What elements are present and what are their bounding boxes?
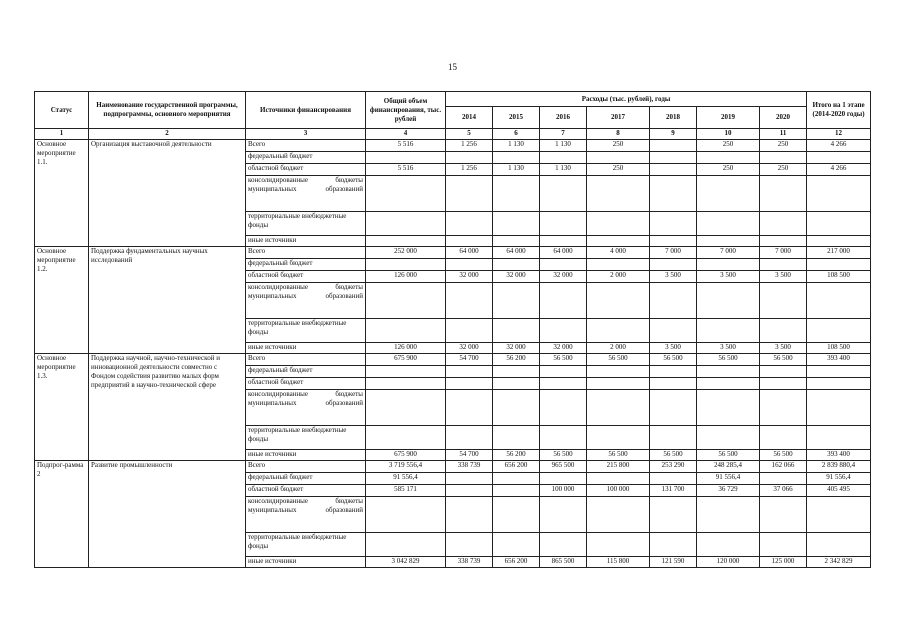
value-cell (366, 319, 446, 343)
source-cell: иные источники (246, 343, 366, 354)
value-cell: 3 500 (760, 271, 807, 283)
source-cell: областной бюджет (246, 271, 366, 283)
table-body (35, 129, 871, 568)
value-cell (540, 212, 587, 236)
value-cell (807, 283, 871, 319)
value-cell (493, 259, 540, 271)
value-cell (540, 152, 587, 164)
value-cell: 248 285,4 (697, 461, 760, 473)
value-cell: 2 000 (587, 271, 650, 283)
value-cell (540, 533, 587, 557)
value-cell: 56 500 (760, 450, 807, 461)
value-cell (650, 212, 697, 236)
value-cell: 91 556,4 (807, 473, 871, 485)
value-cell: 1 130 (493, 164, 540, 176)
value-cell (540, 497, 587, 533)
header-year: 2017 (587, 107, 650, 129)
value-cell: 115 800 (587, 557, 650, 568)
value-cell (650, 473, 697, 485)
value-cell (760, 366, 807, 378)
value-cell: 2 839 880,4 (807, 461, 871, 473)
source-cell: территориальные внебюджетные фонды (246, 319, 366, 343)
value-cell (587, 533, 650, 557)
source-cell: консолидированные бюджеты муниципальных образований (246, 390, 366, 426)
value-cell: 2 000 (587, 343, 650, 354)
value-cell (493, 473, 540, 485)
value-cell: 3 500 (697, 343, 760, 354)
value-cell (493, 366, 540, 378)
value-cell: 393 400 (807, 354, 871, 366)
value-cell (760, 319, 807, 343)
value-cell (446, 212, 493, 236)
value-cell (493, 485, 540, 497)
value-cell (697, 426, 760, 450)
value-cell: 120 000 (697, 557, 760, 568)
column-number: 6 (493, 129, 540, 140)
table-row (35, 354, 871, 366)
value-cell: 405 495 (807, 485, 871, 497)
value-cell (650, 176, 697, 212)
value-cell: 250 (587, 164, 650, 176)
value-cell: 54 700 (446, 354, 493, 366)
value-cell (697, 533, 760, 557)
value-cell: 100 000 (587, 485, 650, 497)
value-cell (587, 497, 650, 533)
value-cell (540, 176, 587, 212)
value-cell (540, 283, 587, 319)
header-status: Статус (35, 92, 89, 129)
value-cell: 1 130 (540, 140, 587, 152)
value-cell (446, 473, 493, 485)
value-cell: 656 200 (493, 461, 540, 473)
value-cell: 585 171 (366, 485, 446, 497)
value-cell: 5 516 (366, 164, 446, 176)
value-cell (446, 485, 493, 497)
value-cell: 5 516 (366, 140, 446, 152)
value-cell (446, 366, 493, 378)
value-cell: 2 342 829 (807, 557, 871, 568)
column-number: 2 (89, 129, 246, 140)
value-cell (807, 236, 871, 247)
value-cell (540, 319, 587, 343)
value-cell (493, 212, 540, 236)
value-cell (650, 378, 697, 390)
value-cell (366, 366, 446, 378)
value-cell: 32 000 (540, 343, 587, 354)
value-cell: 393 400 (807, 450, 871, 461)
value-cell: 108 500 (807, 271, 871, 283)
program-name-cell: Организация выставочной деятельности (89, 140, 246, 247)
value-cell: 253 290 (650, 461, 697, 473)
column-number: 1 (35, 129, 89, 140)
value-cell: 56 500 (760, 354, 807, 366)
value-cell (807, 319, 871, 343)
value-cell (760, 283, 807, 319)
value-cell: 56 500 (697, 354, 760, 366)
value-cell (446, 426, 493, 450)
value-cell: 56 500 (650, 354, 697, 366)
value-cell (587, 390, 650, 426)
value-cell (760, 378, 807, 390)
value-cell: 100 000 (540, 485, 587, 497)
value-cell: 1 256 (446, 140, 493, 152)
value-cell (760, 497, 807, 533)
value-cell (493, 390, 540, 426)
financing-table (34, 91, 871, 568)
value-cell (697, 152, 760, 164)
source-cell: территориальные внебюджетные фонды (246, 212, 366, 236)
source-cell: территориальные внебюджетные фонды (246, 426, 366, 450)
value-cell (366, 426, 446, 450)
column-number: 9 (650, 129, 697, 140)
value-cell (650, 164, 697, 176)
source-cell: консолидированные бюджеты муниципальных образований (246, 283, 366, 319)
value-cell (366, 497, 446, 533)
column-number: 4 (366, 129, 446, 140)
value-cell (366, 152, 446, 164)
value-cell (650, 426, 697, 450)
value-cell: 126 000 (366, 271, 446, 283)
source-cell: иные источники (246, 557, 366, 568)
value-cell (366, 212, 446, 236)
value-cell: 865 500 (540, 557, 587, 568)
header-year: 2018 (650, 107, 697, 129)
value-cell: 7 000 (650, 247, 697, 259)
value-cell (697, 259, 760, 271)
value-cell: 56 500 (650, 450, 697, 461)
source-cell: территориальные внебюджетные фонды (246, 533, 366, 557)
header-expenses: Расходы (тыс. рублей), годы (446, 92, 807, 107)
value-cell: 32 000 (493, 271, 540, 283)
value-cell (650, 366, 697, 378)
value-cell (697, 212, 760, 236)
value-cell (493, 426, 540, 450)
value-cell: 3 500 (760, 343, 807, 354)
value-cell (446, 176, 493, 212)
source-cell: областной бюджет (246, 378, 366, 390)
value-cell: 56 500 (587, 354, 650, 366)
value-cell: 56 200 (493, 354, 540, 366)
program-name-cell: Развитие промышленности (89, 461, 246, 568)
value-cell (540, 378, 587, 390)
value-cell: 108 500 (807, 343, 871, 354)
value-cell (587, 176, 650, 212)
status-cell: Подпрог-рамма 2 (35, 461, 89, 568)
value-cell: 7 000 (760, 247, 807, 259)
value-cell (807, 176, 871, 212)
header-total: Общий объем финансирования, тыс. рублей (366, 92, 446, 129)
value-cell: 656 200 (493, 557, 540, 568)
value-cell (760, 473, 807, 485)
header-sources: Источники финансирования (246, 92, 366, 129)
source-cell: Всего (246, 461, 366, 473)
value-cell: 56 500 (540, 354, 587, 366)
source-cell: федеральный бюджет (246, 473, 366, 485)
value-cell: 3 500 (697, 271, 760, 283)
value-cell (760, 390, 807, 426)
value-cell (697, 366, 760, 378)
value-cell (587, 366, 650, 378)
value-cell (446, 390, 493, 426)
value-cell (697, 236, 760, 247)
source-cell: консолидированные бюджеты муниципальных образований (246, 176, 366, 212)
value-cell (650, 283, 697, 319)
value-cell (540, 473, 587, 485)
value-cell (587, 259, 650, 271)
value-cell (760, 236, 807, 247)
value-cell (760, 212, 807, 236)
value-cell: 54 700 (446, 450, 493, 461)
value-cell (587, 319, 650, 343)
source-cell: федеральный бюджет (246, 152, 366, 164)
value-cell: 162 066 (760, 461, 807, 473)
value-cell (807, 152, 871, 164)
value-cell (807, 366, 871, 378)
column-number: 11 (760, 129, 807, 140)
value-cell (446, 319, 493, 343)
value-cell (807, 212, 871, 236)
header-stage-total: Итого на 1 этапе (2014-2020 годы) (807, 92, 871, 129)
header-program: Наименование государственной программы, подпрограммы, основного мероприятия (89, 92, 246, 129)
value-cell: 121 590 (650, 557, 697, 568)
value-cell: 250 (697, 164, 760, 176)
source-cell: Всего (246, 140, 366, 152)
value-cell (587, 152, 650, 164)
value-cell (697, 390, 760, 426)
program-name-cell: Поддержка научной, научно-технической и инновационной деятельности совместно с Фондом содействия развитию малых форм предприятий в научно-технической сфере (89, 354, 246, 461)
value-cell (446, 533, 493, 557)
header-year: 2019 (697, 107, 760, 129)
value-cell (493, 283, 540, 319)
value-cell (587, 283, 650, 319)
value-cell: 37 066 (760, 485, 807, 497)
value-cell (760, 152, 807, 164)
value-cell: 32 000 (446, 343, 493, 354)
value-cell (650, 533, 697, 557)
value-cell (366, 283, 446, 319)
value-cell (493, 533, 540, 557)
value-cell (807, 426, 871, 450)
table-row (35, 140, 871, 152)
value-cell: 64 000 (446, 247, 493, 259)
value-cell: 125 000 (760, 557, 807, 568)
value-cell (540, 390, 587, 426)
value-cell (446, 259, 493, 271)
value-cell: 4 266 (807, 140, 871, 152)
value-cell (540, 236, 587, 247)
value-cell (446, 378, 493, 390)
value-cell (493, 152, 540, 164)
value-cell: 3 500 (650, 343, 697, 354)
value-cell (697, 319, 760, 343)
value-cell (807, 378, 871, 390)
value-cell: 250 (760, 140, 807, 152)
source-cell: областной бюджет (246, 485, 366, 497)
value-cell (587, 378, 650, 390)
source-cell: Всего (246, 354, 366, 366)
value-cell: 675 900 (366, 450, 446, 461)
value-cell (587, 236, 650, 247)
value-cell (493, 236, 540, 247)
value-cell (366, 176, 446, 212)
header-year: 2016 (540, 107, 587, 129)
value-cell: 56 500 (587, 450, 650, 461)
column-number: 3 (246, 129, 366, 140)
value-cell (697, 378, 760, 390)
value-cell (366, 378, 446, 390)
value-cell: 675 900 (366, 354, 446, 366)
status-cell: Основное мероприятие 1.3. (35, 354, 89, 461)
value-cell (540, 259, 587, 271)
source-cell: консолидированные бюджеты муниципальных образований (246, 497, 366, 533)
value-cell: 4 266 (807, 164, 871, 176)
value-cell: 965 500 (540, 461, 587, 473)
header-year: 2020 (760, 107, 807, 129)
value-cell (446, 236, 493, 247)
value-cell: 7 000 (697, 247, 760, 259)
value-cell: 252 000 (366, 247, 446, 259)
value-cell: 64 000 (493, 247, 540, 259)
value-cell (760, 533, 807, 557)
value-cell (587, 473, 650, 485)
value-cell (366, 236, 446, 247)
column-number-row (35, 129, 871, 140)
table-row (35, 461, 871, 473)
value-cell (540, 366, 587, 378)
value-cell (697, 283, 760, 319)
value-cell: 1 130 (540, 164, 587, 176)
value-cell (650, 390, 697, 426)
value-cell (493, 176, 540, 212)
source-cell: иные источники (246, 450, 366, 461)
value-cell: 250 (760, 164, 807, 176)
value-cell (807, 390, 871, 426)
value-cell (807, 259, 871, 271)
value-cell: 56 200 (493, 450, 540, 461)
value-cell (650, 152, 697, 164)
value-cell (493, 378, 540, 390)
value-cell (446, 283, 493, 319)
value-cell (650, 140, 697, 152)
value-cell: 36 729 (697, 485, 760, 497)
value-cell: 1 256 (446, 164, 493, 176)
value-cell: 32 000 (540, 271, 587, 283)
value-cell (366, 390, 446, 426)
value-cell: 215 800 (587, 461, 650, 473)
value-cell: 56 500 (697, 450, 760, 461)
value-cell (650, 319, 697, 343)
column-number: 12 (807, 129, 871, 140)
value-cell (587, 212, 650, 236)
value-cell: 4 000 (587, 247, 650, 259)
value-cell: 3 719 556,4 (366, 461, 446, 473)
status-cell: Основное мероприятие 1.1. (35, 140, 89, 247)
source-cell: Всего (246, 247, 366, 259)
value-cell (493, 319, 540, 343)
column-number: 5 (446, 129, 493, 140)
column-number: 8 (587, 129, 650, 140)
table-row (35, 247, 871, 259)
value-cell: 338 739 (446, 557, 493, 568)
value-cell: 250 (587, 140, 650, 152)
value-cell (650, 236, 697, 247)
value-cell (697, 176, 760, 212)
value-cell (760, 176, 807, 212)
value-cell: 3 042 829 (366, 557, 446, 568)
value-cell (760, 259, 807, 271)
column-number: 7 (540, 129, 587, 140)
value-cell (807, 533, 871, 557)
value-cell (366, 259, 446, 271)
value-cell: 338 739 (446, 461, 493, 473)
value-cell (650, 259, 697, 271)
value-cell (760, 426, 807, 450)
program-name-cell: Поддержка фундаментальных научных исследований (89, 247, 246, 354)
source-cell: федеральный бюджет (246, 366, 366, 378)
value-cell: 217 000 (807, 247, 871, 259)
page-number: 15 (448, 62, 457, 72)
header-year: 2015 (493, 107, 540, 129)
table-header (35, 92, 871, 129)
value-cell: 32 000 (446, 271, 493, 283)
column-number: 10 (697, 129, 760, 140)
value-cell (493, 497, 540, 533)
source-cell: областной бюджет (246, 164, 366, 176)
value-cell: 32 000 (493, 343, 540, 354)
value-cell: 250 (697, 140, 760, 152)
source-cell: иные источники (246, 236, 366, 247)
value-cell: 3 500 (650, 271, 697, 283)
value-cell: 91 556,4 (366, 473, 446, 485)
source-cell: федеральный бюджет (246, 259, 366, 271)
value-cell (697, 497, 760, 533)
header-year: 2014 (446, 107, 493, 129)
value-cell (587, 426, 650, 450)
value-cell: 126 000 (366, 343, 446, 354)
value-cell (807, 497, 871, 533)
value-cell (366, 533, 446, 557)
value-cell: 131 700 (650, 485, 697, 497)
value-cell (446, 497, 493, 533)
value-cell (446, 152, 493, 164)
value-cell: 1 130 (493, 140, 540, 152)
value-cell (540, 426, 587, 450)
value-cell: 64 000 (540, 247, 587, 259)
value-cell: 91 556,4 (697, 473, 760, 485)
status-cell: Основное мероприятие 1.2. (35, 247, 89, 354)
value-cell: 56 500 (540, 450, 587, 461)
value-cell (650, 497, 697, 533)
